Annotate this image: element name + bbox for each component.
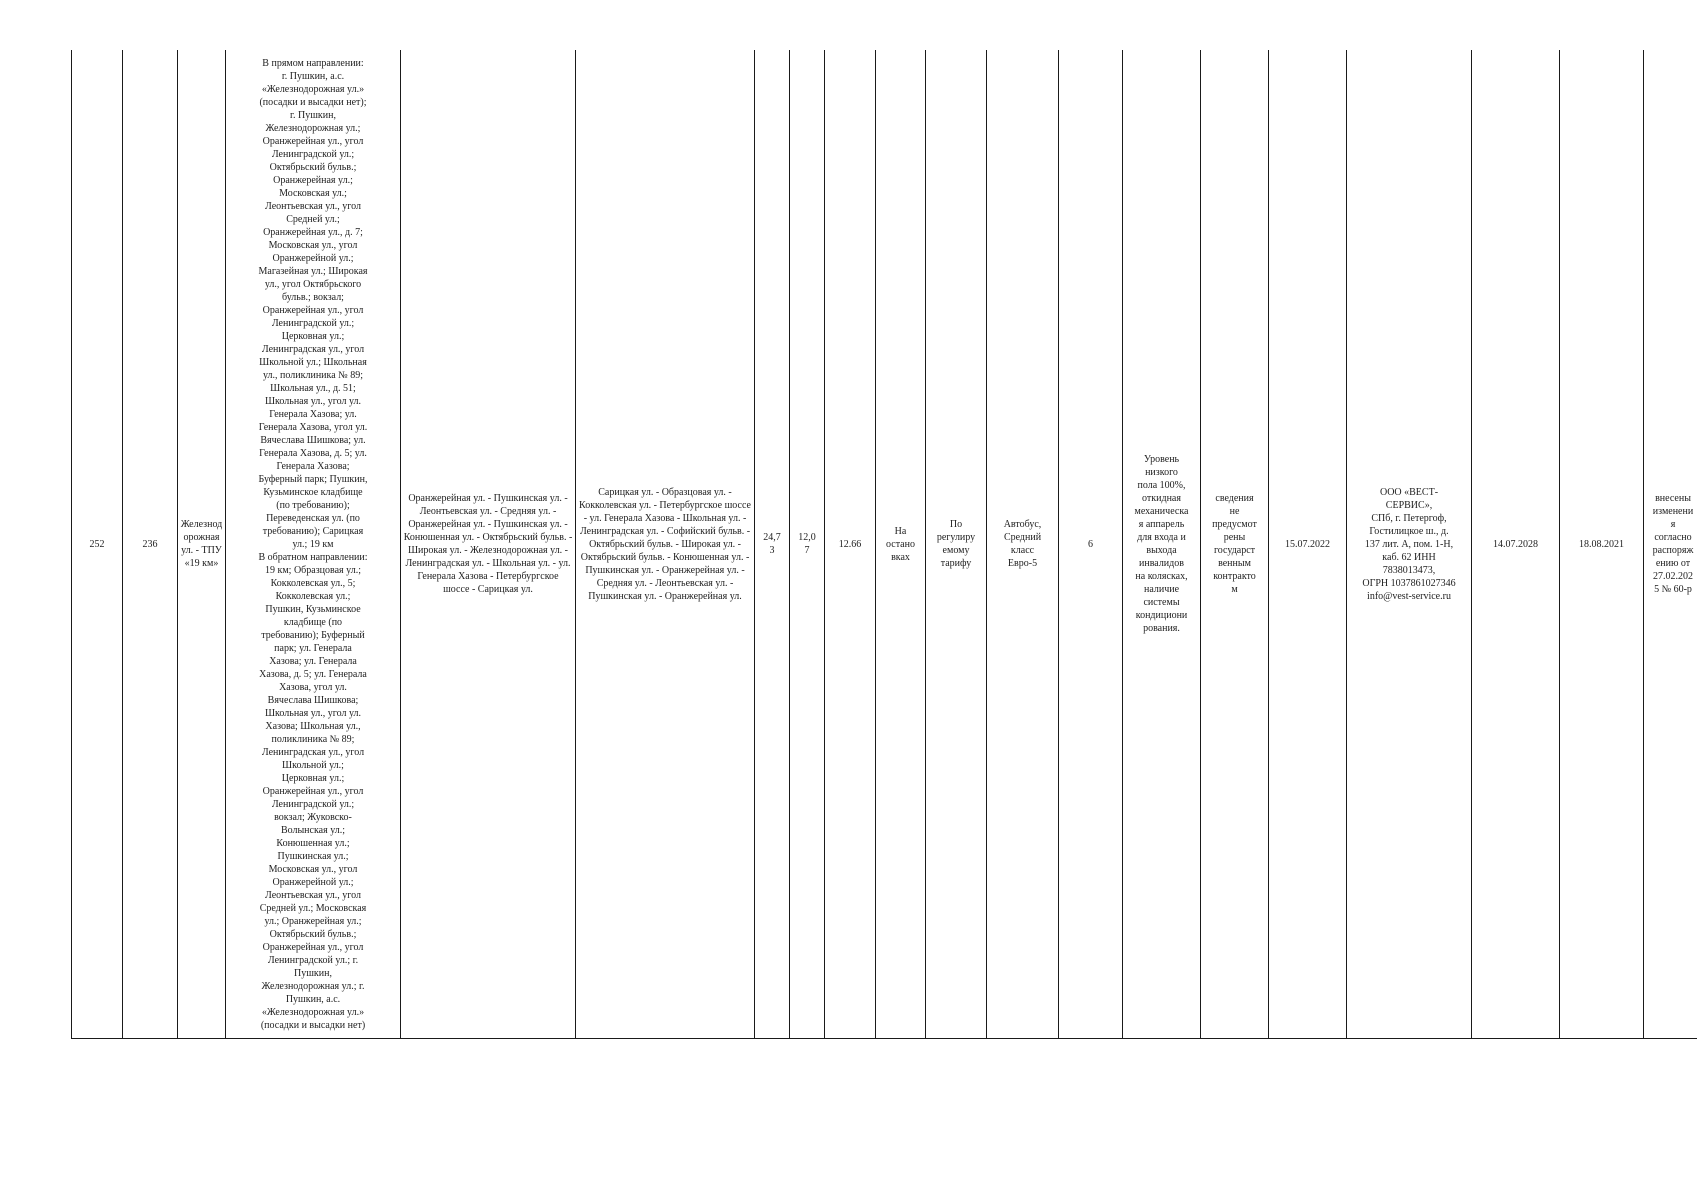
cell-stops-list: В прямом направлении: г. Пушкин, а.с. «Железнодорожная ул.» (посадки и высадки нет); г. Пушкин, Железнодорожная ул.; Оранжерейная ул., угол Ленинградской ул.; Октябрьский бульв.; Оранжерейная ул.; Московская ул.; Леонтьевская ул., угол Средней ул.; Оранжерейная ул., д. 7; Московская ул., угол Оранжерейной ул.; Магазейная ул.; Широкая ул., угол Октябрьского бульв.; вокзал; Оранжерейная ул., угол Ленинградской ул.; Церковная ул.; Ленинградская ул., угол Школьной ул.; Школьная ул., поликлиника № 89; Школьная ул., д. 51; Школьная ул., угол ул. Генерала Хазова; ул. Генерала Хазова, угол ул. Вячеслава Шишкова; ул. Генерала Хазова, д. 5; ул. Генерала Хазова; Буферный парк; Пушкин, Кузьминское кладбище (по требованию); Переведенская ул. (по требованию); Сарицкая ул.; 19 км В обратном направлении: 19 км; Образцовая ул.; Кокколевская ул., 5; Кокколевская ул.; Пушкин, Кузьминское кладбище (по требованию); Буферный парк; ул. Генерала Хазова; ул. Генерала Хазова, д. 5; ул. Генерала Хазова, угол ул. Вячеслава Шишкова; Школьная ул., угол ул. Хазова; Школьная ул., поликлиника № 89; Ленинградская ул., угол Школьной ул.; Церковная ул.; Оранжерейная ул., угол Ленинградской ул.; вокзал; Жуковско- Волынская ул.; Конюшенная ул.; Пушкинская ул.; Московская ул., угол Оранжерейной ул.; Леонтьевская ул., угол Средней ул.; Московская ул.; Оранжерейная ул.; Октябрьский бульв.; Оранжерейная ул., угол Ленинградской ул.; г. Пушкин, Железнодорожная ул.; г. Пушкин, а.с. «Железнодорожная ул.» (посадки и высадки нет) <box>226 50 401 1039</box>
table-row <box>72 50 1697 1039</box>
cell-contract-info: сведения не предусмот рены государст венным контракто м <box>1201 50 1269 1039</box>
cell-contract-end: 14.07.2028 <box>1472 50 1560 1039</box>
cell-route-name: Железнодорожная ул. - ТПУ «19 км» <box>178 50 226 1039</box>
cell-stop-order: На остано вках <box>876 50 926 1039</box>
cell-start-date: 15.07.2022 <box>1269 50 1347 1039</box>
cell-vehicle-type: Автобус, Средний класс Евро-5 <box>987 50 1059 1039</box>
cell-vehicle-count: 6 <box>1059 50 1123 1039</box>
cell-tariff: По регулиру емому тарифу <box>926 50 987 1039</box>
cell-carrier: ООО «ВЕСТ- СЕРВИС», СПб, г. Петергоф, Гостилицкое ш., д. 137 лит. А, пом. 1-Н, каб. 62 ИНН 7838013473, ОГРН 1037861027346 info@vest-service.ru <box>1347 50 1472 1039</box>
cell-length-total: 12.66 <box>825 50 876 1039</box>
cell-streets-forward: Оранжерейная ул. - Пушкинская ул. - Леонтьевская ул. - Средняя ул. - Оранжерейная ул. - Пушкинская ул. - Конюшенная ул. - Октябрьский бульв. - Широкая ул. - Железнодорожная ул. - Ленинградская ул. - Школьная ул. - ул. Генерала Хазова - Петербургское шоссе - Сарицкая ул. <box>401 50 576 1039</box>
cell-streets-backward: Сарицкая ул. - Образцовая ул. - Кокколевская ул. - Петербургское шоссе - ул. Генерала Хазова - Школьная ул. - Ленинградская ул. - Софийский бульв. - Октябрьский бульв. - Широкая ул. - Октябрьский бульв. - Конюшенная ул. - Пушкинская ул. - Оранжерейная ул. - Средняя ул. - Леонтьевская ул. - Пушкинская ул. - Оранжерейная ул. <box>576 50 755 1039</box>
cell-changes-note: внесены изменени я согласно распоряж ению от 27.02.202 5 № 60-р <box>1644 50 1697 1039</box>
route-registry-table <box>71 50 1697 1039</box>
cell-reg-number: 252 <box>72 50 123 1039</box>
cell-vehicle-features: Уровень низкого пола 100%, откидная механическа я аппарель для входа и выхода инвалидов на колясках, наличие системы кондициони рования. <box>1123 50 1201 1039</box>
cell-length-backward: 12,0 7 <box>790 50 825 1039</box>
cell-registry-date: 18.08.2021 <box>1560 50 1644 1039</box>
cell-route-number: 236 <box>123 50 178 1039</box>
cell-length-forward: 24,7 3 <box>755 50 790 1039</box>
